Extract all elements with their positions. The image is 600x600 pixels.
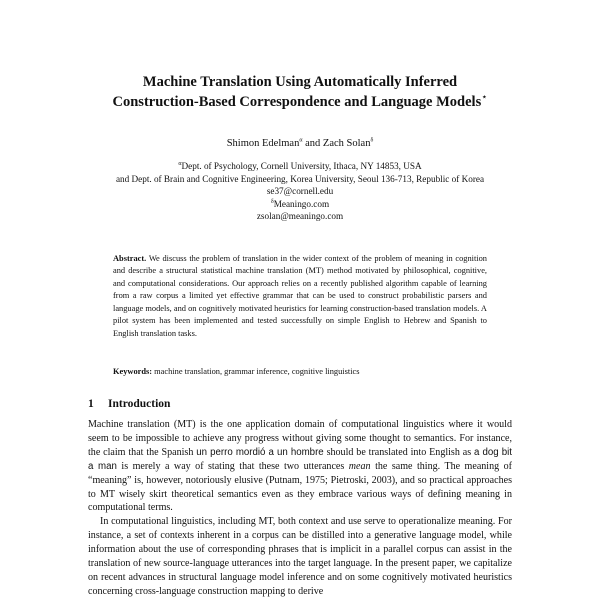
spanish-example: un perro mordió a un hombre [196, 446, 324, 458]
paragraph-text: Machine translation (MT) is the one application domain of computational linguistics where it would seem to be impossible to achieve any progress without giving some thought to semantics. For instance, the claim that the Spanish [88, 419, 512, 458]
title-line-2 [60, 92, 540, 112]
paragraph-text: the same thing. The meaning of “meaning” is, however, notoriously elusive (Putnam, 1975; Pietroski, 2003), and so practical approaches to MT wisely skirt theoretical semantics even as they embrace various ways of defining meaning in computational terms. [88, 460, 513, 514]
author-affil-mark: α [299, 137, 303, 144]
affiliation-line [40, 198, 560, 211]
keywords-text: machine translation, grammar inference, cognitive linguistics [154, 367, 360, 376]
paragraph [88, 418, 512, 515]
affiliation-line: and Dept. of Brain and Cognitive Engineering, Korea University, Seoul 136-713, Republic of Korea [115, 173, 485, 184]
section-heading [88, 398, 170, 410]
title-line-1: Machine Translation Using Automatically Inferred [142, 74, 458, 90]
keywords-label: Keywords: [113, 367, 153, 376]
emphasis-mean: mean [348, 460, 371, 472]
abstract [113, 253, 487, 340]
paper-title [60, 72, 540, 112]
author-email: zsolan@meaningo.com [256, 211, 344, 221]
author-affil-mark: δ [370, 137, 374, 144]
author-connector: and [305, 138, 321, 149]
english-example: a dog bit a man [88, 446, 512, 472]
affil-text: Dept. of Psychology, Cornell University, Ithaca, NY 14853, USA [181, 161, 422, 171]
affil-mark: α [178, 160, 182, 167]
paragraph-text: should be translated into English as [326, 446, 472, 458]
body-text [88, 418, 512, 599]
title-footnote-mark: ⋆ [481, 92, 488, 104]
affiliation-line [40, 160, 560, 173]
author-name: Zach Solan [322, 138, 371, 149]
abstract-label: Abstract. [113, 254, 147, 263]
abstract-text: We discuss the problem of translation in the wider context of the problem of meaning in cognition and describe a structural statistical machine translation (MT) method motivated by philosophical, cognitive, and computational considerations. Our approach relies on a recently published algorithm capable of learning from a raw corpus a limited yet effective grammar that can be used to construct probabilistic parsers and language models, and on cognitively motivated heuristics for learning construction-based translation models. A pilot system has been implemented and tested successfully on simple English to Hebrew and Spanish to English translation tasks. [113, 254, 487, 338]
paragraph: In computational linguistics, including MT, both context and use serve to operationalize meaning. For instance, a set of contexts inherent in a corpus can be distilled into a generative language model, while information about the use of corresponding phrases that is implicit in a parallel corpus can assist in the translation of new source-language utterances into the target language. In the present paper, we capitalize on recent advances in structural language model inference and on some cognitively motivated heuristics concerning cross-language construction mapping to derive [88, 516, 512, 597]
paragraph-text: is merely a way of stating that these two utterances [121, 460, 345, 472]
affil-mark: δ [270, 198, 274, 205]
title-line-2-text: Construction-Based Correspondence and Language Models [112, 94, 482, 110]
author-name: Shimon Edelman [226, 138, 300, 149]
keywords [113, 366, 487, 378]
author-email: se37@cornell.edu [266, 186, 334, 196]
author-list [60, 138, 540, 149]
section-number: 1 [88, 398, 94, 410]
affil-text: Meaningo.com [273, 198, 330, 209]
section-title: Introduction [108, 398, 171, 410]
affiliations [40, 160, 560, 223]
